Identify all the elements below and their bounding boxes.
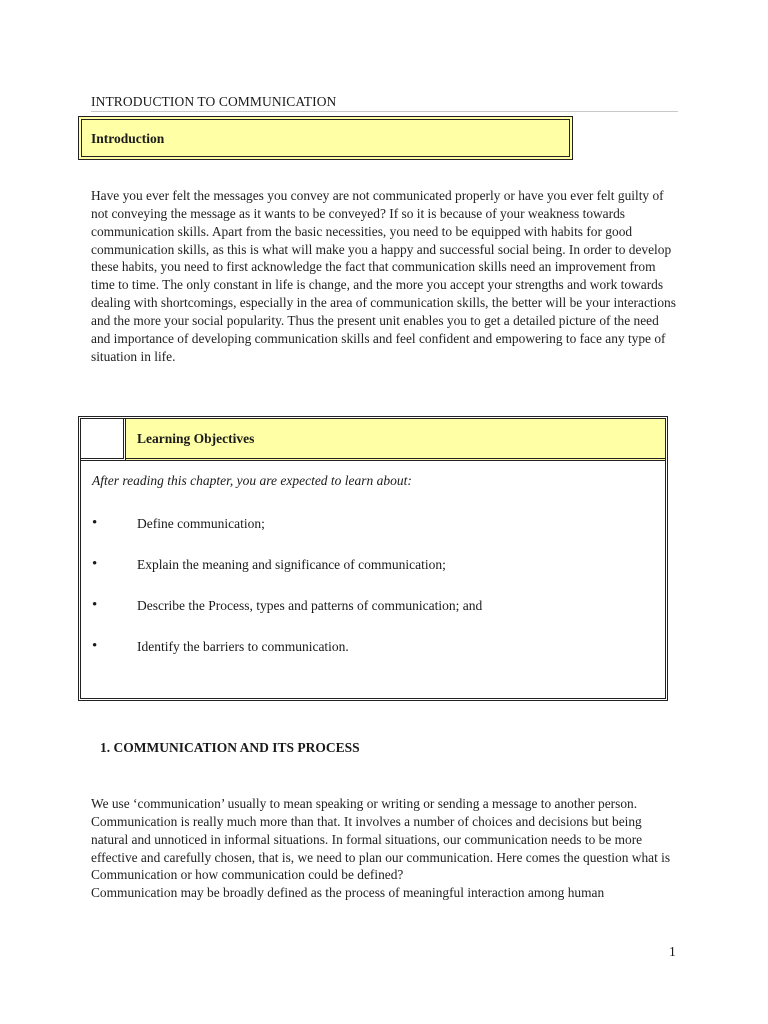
section-paragraph-block <box>91 795 681 902</box>
bullet-icon: • <box>92 638 98 654</box>
intro-paragraph: Have you ever felt the messages you convey are not communicated properly or have you ever felt guilty of not conveying the message as it wants to be conveyed? If so it is because of your weakness towards communication skills. Apart from the basic necessities, you need to be equipped with habits for good communication skills, as this is what will make you a happy and successful social being. In order to develop these habits, you need to first acknowledge the fact that communication skills need an improvement from time to time. The only constant in life is change, and the more you accept your strengths and work towards dealing with shortcomings, especially in the area of communication skills, the better will be your interactions and the more your social popularity. Thus the present unit enables you to get a detailed picture of the need and importance of developing communication skills and feel confident and empowering to face any type of situation in life. <box>91 188 676 364</box>
section-paragraph: We use ‘communication’ usually to mean speaking or writing or sending a message to another person. Communication is really much more than that. It involves a number of choices and decisions but being natural and unnoticed in informal situations. In formal situations, our communication needs to be more effective and carefully chosen, that is, we need to plan our communication. Here comes the question what is Communication or how communication could be defined? <box>91 796 671 883</box>
page-number: 1 <box>669 944 676 959</box>
objectives-intro: After reading this chapter, you are expected to learn about: <box>92 473 412 488</box>
objective-text: Describe the Process, types and patterns of communication; and <box>137 598 483 613</box>
introduction-label: Introduction <box>91 131 165 146</box>
section-heading: 1. COMMUNICATION AND ITS PROCESS <box>100 740 360 755</box>
introduction-box <box>78 116 573 160</box>
page-header-title: INTRODUCTION TO COMMUNICATION <box>91 94 678 112</box>
bullet-icon: • <box>92 515 98 531</box>
objective-text: Identify the barriers to communication. <box>137 639 349 654</box>
objective-text: Define communication; <box>137 516 265 531</box>
objectives-list <box>81 419 665 698</box>
objective-text: Explain the meaning and significance of communication; <box>137 557 446 572</box>
bullet-icon: • <box>92 556 98 572</box>
learning-objectives-table <box>78 416 668 701</box>
section-paragraph-continued: Communication may be broadly defined as the process of meaningful interaction among human <box>91 885 605 901</box>
objectives-title: Learning Objectives <box>137 431 255 446</box>
bullet-icon: • <box>92 597 98 613</box>
